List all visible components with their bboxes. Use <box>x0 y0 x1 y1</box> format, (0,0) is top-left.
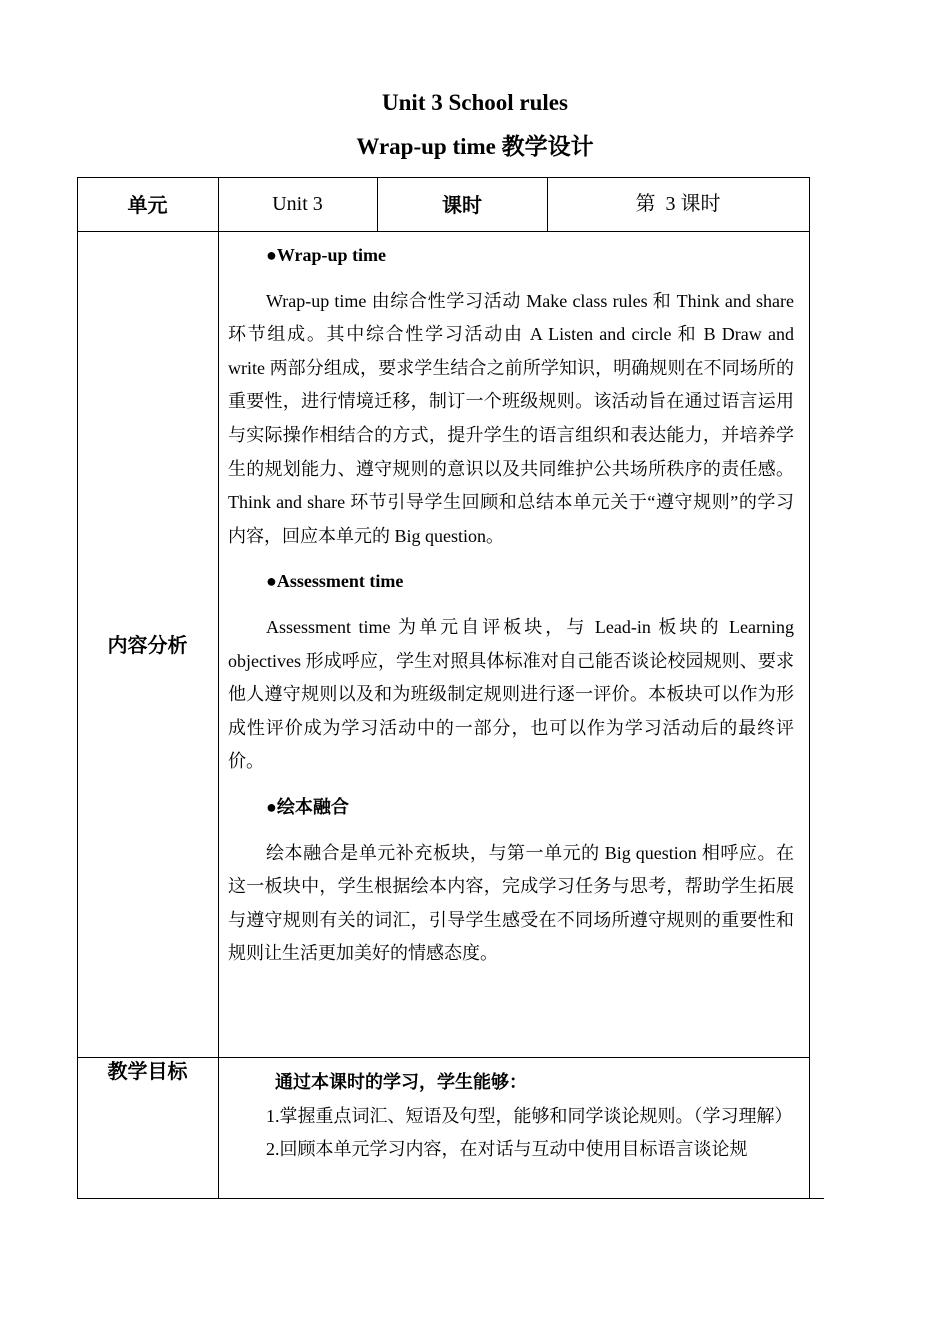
table-column-divider <box>218 177 219 1199</box>
section-heading: ●Assessment time <box>266 571 404 592</box>
unit-value: Unit 3 <box>272 193 323 215</box>
table-border-right <box>809 177 810 1199</box>
teaching-objectives-cell <box>228 1066 794 1198</box>
page-break-mark <box>810 1198 824 1199</box>
content-analysis-label: 内容分析 <box>107 635 188 657</box>
objective-item: 1.掌握重点词汇、短语及句型，能够和同学谈论规则。（学习理解） <box>266 1105 793 1126</box>
lesson-value: 第 3 课时 <box>635 193 721 215</box>
objective-item: 2.回顾本单元学习内容，在对话与互动中使用目标语言谈论规 <box>266 1139 748 1160</box>
teaching-objectives-label: 教学目标 <box>107 1061 188 1083</box>
document-title: Unit 3 School rules <box>382 90 568 115</box>
lesson-label: 课时 <box>442 195 482 217</box>
section-heading: ●绘本融合 <box>266 796 349 817</box>
content-analysis-cell <box>228 239 794 971</box>
objectives-intro: 通过本课时的学习，学生能够： <box>275 1072 527 1092</box>
section-body: Assessment time 为单元自评板块，与 Lead-in 板块的 Learning objectives 形成呼应，学生对照具体标准对自己能否谈论校园规则、要求他人遵守规则以及和为班级制定规则进行逐一评价。本板块可以作为形成性评价成为学习活动中的一部分，也可以作为学习活动后的最终评价。 <box>228 616 794 772</box>
section-body: Wrap-up time 由综合性学习活动 Make class rules 和 Think and share 环节组成。其中综合性学习活动由 A Listen and circle 和 B Draw and write 两部分组成，要求学生结合之前所学知识，明确规则在不同场所的重要性，进行情境迁移，制订一个班级规则。该活动旨在通过语言运用与实际操作相结合的方式，提升学生的语言组织和表达能力，并培养学生的规划能力、遵守规则的意识以及共同维护公共场所秩序的责任感。 Think and share 环节引导学生回顾和总结本单元关于“遵守规则”的学习内容，回应本单元的 Big question。 <box>228 290 794 546</box>
section-heading: ●Wrap-up time <box>266 245 387 265</box>
document-subtitle: Wrap-up time 教学设计 <box>356 134 594 159</box>
unit-label: 单元 <box>127 195 168 217</box>
section-body: 绘本融合是单元补充板块，与第一单元的 Big question 相呼应。在这一板块中，学生根据绘本内容，完成学习任务与思考，帮助学生拓展与遵守规则有关的词汇，引导学生感受在不同场所遵守规则的重要性和规则让生活更加美好的情感态度。 <box>228 842 794 964</box>
table-border-bottom <box>77 1198 810 1199</box>
